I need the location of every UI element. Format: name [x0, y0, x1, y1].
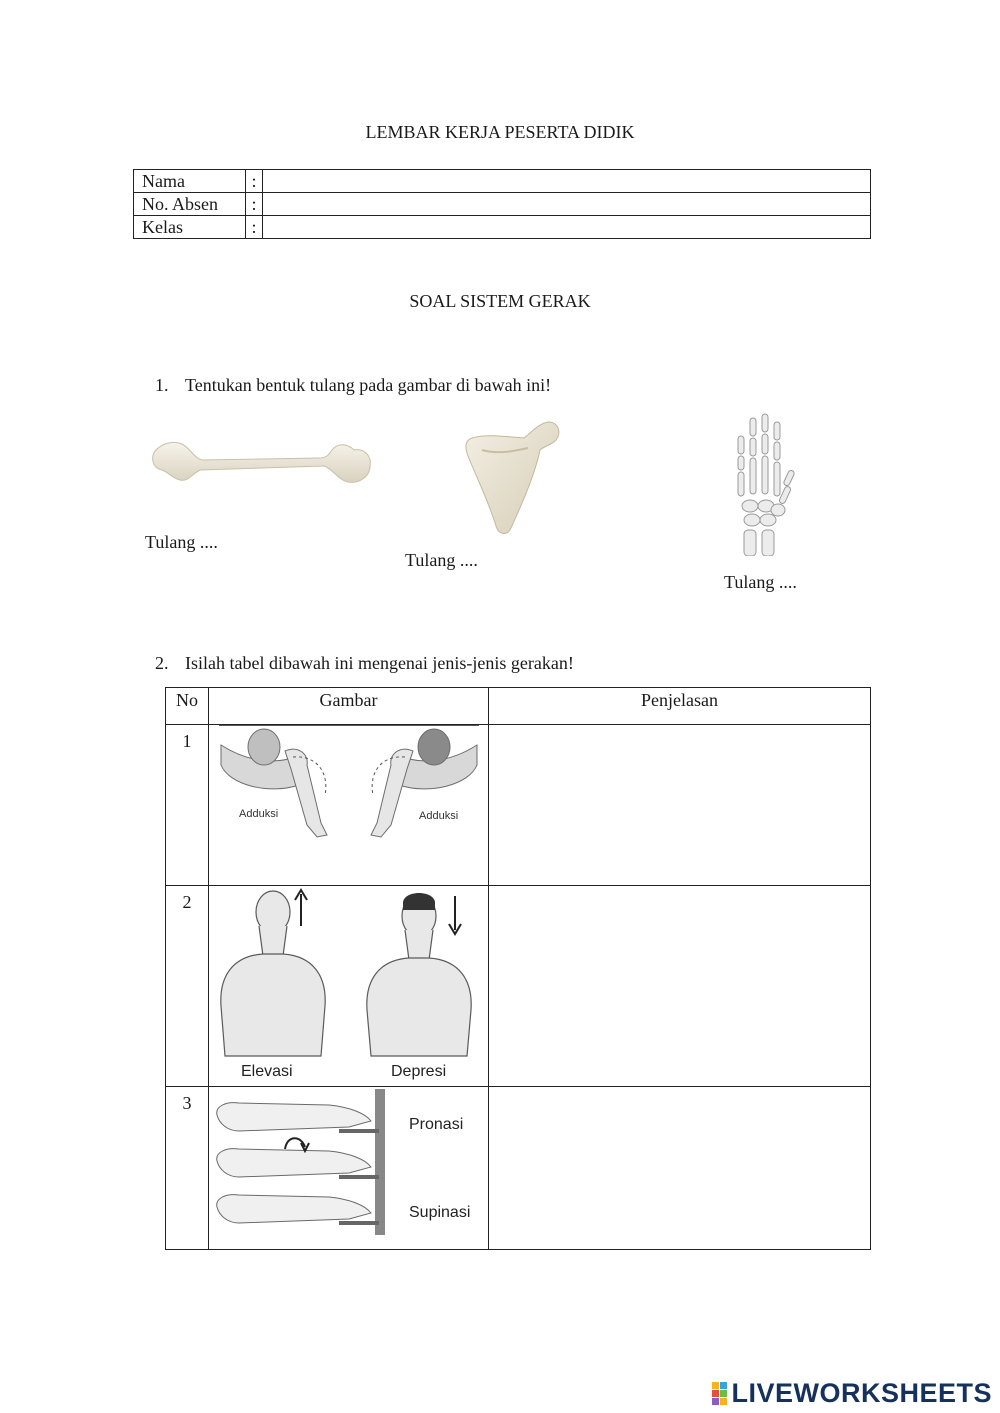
bone-label[interactable]: Tulang ....: [724, 572, 797, 592]
question-1: [155, 375, 551, 396]
identity-label: Nama: [134, 170, 246, 193]
identity-separator: :: [246, 216, 263, 239]
movement-caption: Elevasi: [241, 1063, 293, 1080]
explanation-field[interactable]: [489, 1087, 871, 1250]
number-field[interactable]: [263, 193, 871, 216]
pronation-supination-illustration: [209, 1087, 488, 1247]
section-title: SOAL SISTEM GERAK: [409, 291, 591, 311]
movement-caption: Depresi: [391, 1063, 447, 1080]
identity-row-number: [134, 193, 871, 216]
movement-caption: Supinasi: [409, 1204, 471, 1221]
question-number: 2.: [155, 653, 169, 673]
liveworksheets-logo: [712, 1378, 992, 1409]
explanation-field[interactable]: [489, 725, 871, 886]
name-field[interactable]: [263, 170, 871, 193]
table-header-row: [166, 688, 871, 725]
table-row: [166, 1087, 871, 1250]
column-header-no: No: [166, 688, 209, 725]
explanation-field[interactable]: [489, 886, 871, 1087]
bone-label[interactable]: Tulang ....: [145, 532, 218, 552]
identity-row-name: [134, 170, 871, 193]
question-text: Isilah tabel dibawah ini mengenai jenis-jenis gerakan!: [185, 653, 574, 673]
column-header-image: Gambar: [209, 688, 489, 725]
identity-label: No. Absen: [134, 193, 246, 216]
student-identity-table: [133, 169, 871, 239]
table-row: [166, 886, 871, 1087]
bone-label[interactable]: Tulang ....: [405, 550, 478, 570]
movement-table: [165, 687, 871, 1250]
column-header-explanation: Penjelasan: [489, 688, 871, 725]
movement-caption: Pronasi: [409, 1116, 464, 1133]
question-2: [155, 653, 574, 674]
liveworksheets-logo-icon: [712, 1382, 727, 1405]
row-number: 2: [166, 886, 209, 1087]
class-field[interactable]: [263, 216, 871, 239]
long-bone-image: [148, 436, 376, 492]
question-text: Tentukan bentuk tulang pada gambar di bawah ini!: [185, 375, 552, 395]
elevation-depression-illustration: [209, 886, 488, 1084]
brand-name: LIVEWORKSHEETS: [731, 1378, 992, 1408]
row-number: 3: [166, 1087, 209, 1250]
movement-caption: Adduksi: [239, 808, 279, 820]
identity-row-class: [134, 216, 871, 239]
hand-skeleton-image: [720, 410, 804, 556]
row-image-cell: [209, 725, 489, 886]
document-title: LEMBAR KERJA PESERTA DIDIK: [365, 122, 635, 142]
adduction-illustration: [209, 725, 488, 883]
row-image-cell: [209, 886, 489, 1087]
identity-separator: :: [246, 170, 263, 193]
row-number: 1: [166, 725, 209, 886]
identity-label: Kelas: [134, 216, 246, 239]
table-row: [166, 725, 871, 886]
question-number: 1.: [155, 375, 169, 395]
scapula-image: [462, 420, 564, 536]
row-image-cell: [209, 1087, 489, 1250]
movement-caption: Adduksi: [419, 810, 459, 822]
identity-separator: :: [246, 193, 263, 216]
